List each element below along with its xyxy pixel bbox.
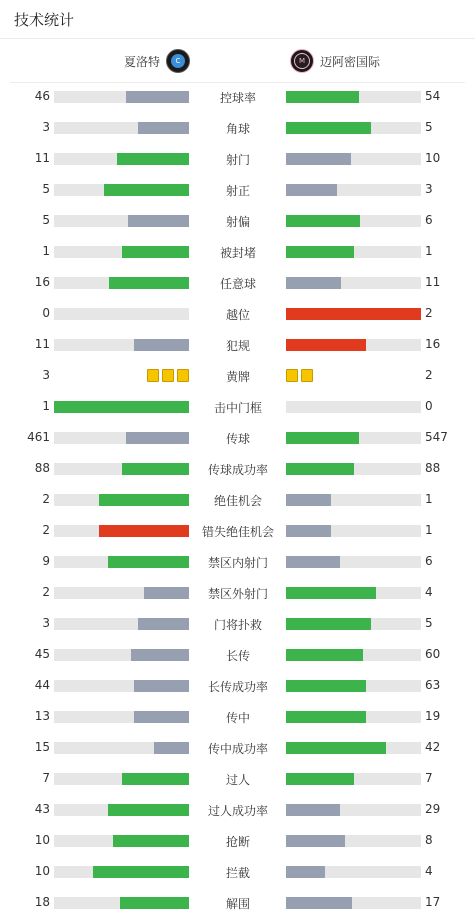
yellow-card-icon [162, 369, 174, 382]
home-bar-fill [138, 122, 189, 134]
stat-row [0, 856, 475, 887]
home-bar-track [54, 432, 189, 444]
stat-label: 犯规 [225, 339, 250, 353]
yellow-card-icon [286, 369, 298, 382]
away-bar-fill [286, 463, 354, 475]
stat-row [0, 701, 475, 732]
away-bar-track [286, 773, 421, 785]
home-bar-track [54, 153, 189, 165]
stat-label: 越位 [225, 308, 250, 322]
stat-label: 过人 [225, 773, 250, 787]
home-bar-fill [117, 153, 189, 165]
stat-row [0, 732, 475, 763]
away-team[interactable] [290, 49, 380, 73]
stat-row [0, 825, 475, 856]
away-bar-fill [286, 680, 366, 692]
home-bar-fill [93, 866, 189, 878]
home-bar-fill [104, 184, 189, 196]
away-bar-fill [286, 804, 340, 816]
away-bar-track [286, 587, 421, 599]
away-bar-track [286, 463, 421, 475]
stat-row [0, 143, 475, 174]
home-bar-fill [120, 897, 189, 909]
away-bar-track [286, 742, 421, 754]
home-team-name: 夏洛特 [123, 54, 160, 69]
stat-row [0, 298, 475, 329]
away-bar-fill [286, 556, 340, 568]
home-value: 1 [42, 244, 50, 258]
away-value: 11 [425, 275, 441, 289]
stat-label: 被封堵 [219, 246, 256, 260]
home-bar-fill [144, 587, 189, 599]
away-bar-fill [286, 711, 366, 723]
home-team-logo-icon: C [166, 49, 190, 73]
stats-list [0, 81, 475, 918]
away-bar-fill [286, 432, 359, 444]
away-bar-fill [286, 742, 386, 754]
home-value: 44 [34, 678, 50, 692]
home-bar-fill [131, 649, 189, 661]
away-bar-fill [286, 153, 351, 165]
home-value: 7 [42, 771, 50, 785]
home-bar-fill [134, 680, 189, 692]
away-bar-track [286, 153, 421, 165]
stat-row [0, 887, 475, 918]
away-bar-track [286, 122, 421, 134]
home-bar-fill [122, 463, 190, 475]
stat-row [0, 329, 475, 360]
home-bar-track [54, 680, 189, 692]
home-bar-track [54, 122, 189, 134]
stat-row [0, 422, 475, 453]
stat-label: 传球成功率 [207, 463, 268, 477]
stat-label: 门将扑救 [213, 618, 262, 632]
home-bar-track [54, 494, 189, 506]
stat-label: 绝佳机会 [213, 494, 262, 508]
away-bar-fill [286, 494, 331, 506]
stat-row [0, 484, 475, 515]
away-bar-track [286, 339, 421, 351]
home-bar-track [54, 742, 189, 754]
home-bar-fill [99, 525, 189, 537]
away-value: 19 [425, 709, 441, 723]
home-value: 3 [42, 616, 50, 630]
stat-row [0, 670, 475, 701]
home-bar-fill [108, 556, 189, 568]
away-value: 7 [425, 771, 433, 785]
stat-label: 传中成功率 [207, 742, 268, 756]
stat-label: 射偏 [225, 215, 250, 229]
away-value: 2 [425, 368, 433, 382]
away-value: 17 [425, 895, 441, 909]
away-value: 5 [425, 616, 433, 630]
stat-label: 传球 [225, 432, 250, 446]
away-bar-track [286, 835, 421, 847]
away-bar-track [286, 432, 421, 444]
home-value: 88 [34, 461, 50, 475]
stat-label: 禁区外射门 [207, 587, 268, 601]
away-bar-track [286, 277, 421, 289]
home-bar-track [54, 308, 189, 320]
yellow-card-icon [147, 369, 159, 382]
home-bar-track [54, 556, 189, 568]
stat-label: 射门 [225, 153, 250, 167]
home-value: 15 [34, 740, 50, 754]
home-bar-fill [134, 711, 189, 723]
away-bar-fill [286, 835, 345, 847]
home-bar-track [54, 804, 189, 816]
home-value: 2 [42, 585, 50, 599]
home-value: 18 [34, 895, 50, 909]
home-bar-track [54, 215, 189, 227]
stat-row [0, 267, 475, 298]
away-bar-fill [286, 246, 354, 258]
stat-row [0, 360, 475, 391]
stat-label: 抢断 [225, 835, 250, 849]
stat-label: 角球 [225, 122, 250, 136]
home-bar-track [54, 463, 189, 475]
stat-label: 禁区内射门 [207, 556, 268, 570]
home-team[interactable] [124, 49, 190, 73]
away-bar-fill [286, 184, 337, 196]
stat-row [0, 236, 475, 267]
away-bar-fill [286, 525, 331, 537]
home-bar-fill [99, 494, 189, 506]
home-value: 0 [42, 306, 50, 320]
away-value: 1 [425, 244, 433, 258]
stat-row [0, 453, 475, 484]
stat-label: 长传成功率 [207, 680, 268, 694]
home-bar-fill [113, 835, 189, 847]
home-value: 461 [27, 430, 50, 444]
stat-row [0, 546, 475, 577]
away-bar-fill [286, 773, 354, 785]
stat-row [0, 794, 475, 825]
stat-row [0, 205, 475, 236]
away-bar-track [286, 401, 421, 413]
home-value: 10 [34, 864, 50, 878]
away-bar-fill [286, 91, 359, 103]
stat-label: 解围 [225, 897, 250, 911]
away-bar-fill [286, 618, 371, 630]
stat-label: 任意球 [219, 277, 256, 291]
away-value: 4 [425, 864, 433, 878]
stat-row [0, 639, 475, 670]
home-value: 5 [42, 213, 50, 227]
home-bar-track [54, 618, 189, 630]
home-yellow-cards [147, 369, 189, 382]
home-bar-fill [134, 339, 189, 351]
home-bar-fill [128, 215, 189, 227]
yellow-card-icon [301, 369, 313, 382]
home-value: 11 [34, 337, 50, 351]
away-bar-track [286, 649, 421, 661]
away-yellow-cards [286, 369, 313, 382]
home-value: 10 [34, 833, 50, 847]
home-bar-track [54, 773, 189, 785]
away-value: 2 [425, 306, 433, 320]
home-value: 3 [42, 368, 50, 382]
page-title: 技术统计 [14, 10, 75, 29]
home-bar-track [54, 835, 189, 847]
away-value: 3 [425, 182, 433, 196]
home-value: 2 [42, 492, 50, 506]
home-bar-fill [138, 618, 189, 630]
stat-row [0, 763, 475, 794]
stat-row [0, 391, 475, 422]
stat-row [0, 515, 475, 546]
away-bar-track [286, 804, 421, 816]
stat-row [0, 577, 475, 608]
home-bar-fill [109, 277, 189, 289]
stat-row [0, 81, 475, 112]
away-value: 4 [425, 585, 433, 599]
away-bar-track [286, 618, 421, 630]
home-bar-fill [126, 432, 189, 444]
home-value: 45 [34, 647, 50, 661]
stat-label: 黄牌 [225, 370, 250, 384]
away-team-logo-icon: M [290, 49, 314, 73]
away-bar-fill [286, 277, 341, 289]
home-value: 46 [34, 89, 50, 103]
home-bar-track [54, 91, 189, 103]
home-bar-track [54, 277, 189, 289]
away-bar-track [286, 215, 421, 227]
away-bar-fill [286, 866, 325, 878]
home-bar-track [54, 649, 189, 661]
stat-row [0, 174, 475, 205]
away-value: 6 [425, 554, 433, 568]
home-bar-fill [122, 773, 190, 785]
away-value: 63 [425, 678, 441, 692]
home-value: 5 [42, 182, 50, 196]
away-value: 29 [425, 802, 441, 816]
away-value: 6 [425, 213, 433, 227]
away-value: 1 [425, 523, 433, 537]
stat-label: 射正 [225, 184, 250, 198]
away-bar-track [286, 866, 421, 878]
home-value: 2 [42, 523, 50, 537]
stat-label: 错失绝佳机会 [201, 525, 274, 539]
home-value: 3 [42, 120, 50, 134]
stat-label: 控球率 [219, 91, 256, 105]
home-bar-fill [54, 401, 189, 413]
stat-label: 拦截 [225, 866, 250, 880]
home-bar-track [54, 246, 189, 258]
away-bar-track [286, 308, 421, 320]
teams-row [10, 40, 465, 83]
away-bar-fill [286, 649, 363, 661]
away-bar-track [286, 680, 421, 692]
home-value: 13 [34, 709, 50, 723]
home-bar-track [54, 525, 189, 537]
away-value: 60 [425, 647, 441, 661]
away-value: 547 [425, 430, 448, 444]
away-value: 5 [425, 120, 433, 134]
home-bar-track [54, 866, 189, 878]
stat-label: 过人成功率 [207, 804, 268, 818]
home-bar-track [54, 711, 189, 723]
home-value: 11 [34, 151, 50, 165]
stat-label: 长传 [225, 649, 250, 663]
away-bar-fill [286, 215, 360, 227]
away-bar-track [286, 184, 421, 196]
stat-row [0, 608, 475, 639]
away-value: 10 [425, 151, 441, 165]
away-bar-track [286, 556, 421, 568]
stat-row [0, 112, 475, 143]
home-value: 16 [34, 275, 50, 289]
away-value: 8 [425, 833, 433, 847]
away-bar-fill [286, 897, 352, 909]
away-value: 42 [425, 740, 441, 754]
home-bar-track [54, 401, 189, 413]
home-bar-track [54, 339, 189, 351]
yellow-card-icon [177, 369, 189, 382]
away-bar-fill [286, 587, 376, 599]
away-bar-track [286, 897, 421, 909]
away-value: 54 [425, 89, 441, 103]
away-value: 16 [425, 337, 441, 351]
away-bar-track [286, 525, 421, 537]
home-bar-fill [154, 742, 189, 754]
away-bar-track [286, 91, 421, 103]
away-bar-fill [286, 339, 366, 351]
away-value: 1 [425, 492, 433, 506]
away-bar-fill [286, 122, 371, 134]
away-value: 88 [425, 461, 441, 475]
home-value: 1 [42, 399, 50, 413]
away-bar-track [286, 494, 421, 506]
home-value: 9 [42, 554, 50, 568]
home-bar-fill [126, 91, 189, 103]
stat-label: 击中门框 [213, 401, 262, 415]
section-header [0, 0, 475, 39]
home-bar-track [54, 897, 189, 909]
away-team-name: 迈阿密国际 [320, 54, 381, 69]
away-bar-fill [286, 308, 421, 320]
home-bar-track [54, 587, 189, 599]
stat-label: 传中 [225, 711, 250, 725]
away-value: 0 [425, 399, 433, 413]
away-bar-track [286, 246, 421, 258]
home-value: 43 [34, 802, 50, 816]
away-bar-track [286, 711, 421, 723]
home-bar-fill [108, 804, 189, 816]
home-bar-fill [122, 246, 190, 258]
home-bar-track [54, 184, 189, 196]
